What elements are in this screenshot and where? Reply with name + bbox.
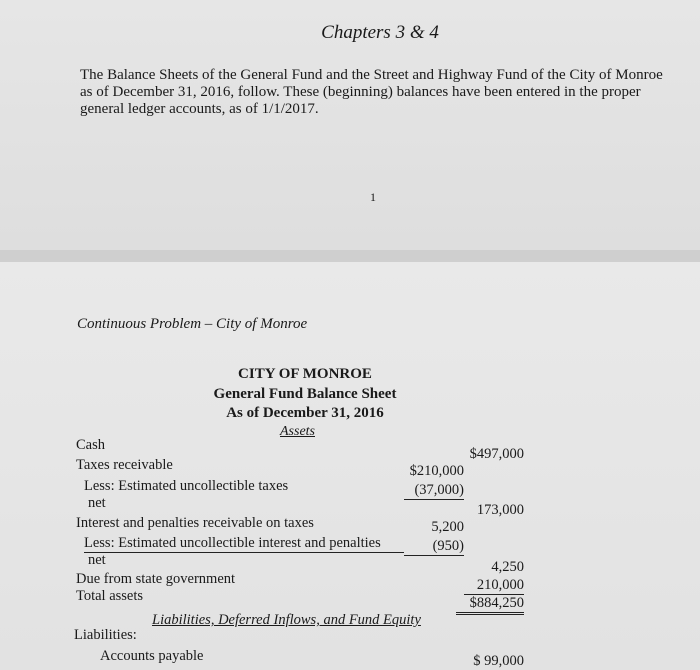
taxes-receivable-amount: $210,000 xyxy=(409,463,464,479)
liabilities-label: Liabilities: xyxy=(74,627,137,643)
total-assets-total: $884,250 xyxy=(456,595,524,615)
cash-label: Cash xyxy=(76,437,105,453)
uncollectible-interest-amount: (950) xyxy=(404,538,464,556)
intro-paragraph: The Balance Sheets of the General Fund and the Street and Highway Fund of the City of Monroe as of December 31, 2016, follow. These (beginning) balances have been entered in the proper general ledger accounts, as of 1/1/2017. xyxy=(80,67,663,117)
due-from-state-label: Due from state government xyxy=(76,571,236,587)
chapter-title: Chapters 3 & 4 xyxy=(321,22,439,43)
entity-name: CITY OF MONROE xyxy=(238,366,372,382)
interest-receivable-amount: 5,200 xyxy=(431,519,464,535)
cash-total: $497,000 xyxy=(469,446,524,462)
accounts-payable-label: Accounts payable xyxy=(100,648,204,664)
assets-heading: Assets xyxy=(280,424,315,439)
due-from-state-total: 210,000 xyxy=(464,577,524,595)
statement-date: As of December 31, 2016 xyxy=(226,405,384,421)
interest-net-total: 4,250 xyxy=(491,559,524,575)
uncollectible-interest-label: Less: Estimated uncollectible interest and penalties xyxy=(84,535,404,553)
interest-receivable-label: Interest and penalties receivable on taxes xyxy=(76,515,314,531)
continuous-problem-label: Continuous Problem – City of Monroe xyxy=(77,316,308,332)
page-number: 1 xyxy=(370,190,376,204)
liabilities-heading: Liabilities, Deferred Inflows, and Fund Equity xyxy=(152,612,421,628)
taxes-net-label: net xyxy=(88,495,106,511)
taxes-receivable-label: Taxes receivable xyxy=(76,457,173,473)
statement-name: General Fund Balance Sheet xyxy=(213,386,397,402)
interest-net-label: net xyxy=(88,552,106,568)
page-separator xyxy=(0,250,700,262)
accounts-payable-total: $ 99,000 xyxy=(473,653,524,669)
uncollectible-taxes-label: Less: Estimated uncollectible taxes xyxy=(84,478,289,494)
uncollectible-taxes-amount: (37,000) xyxy=(404,482,464,500)
total-assets-label: Total assets xyxy=(76,588,144,604)
taxes-net-total: 173,000 xyxy=(476,502,524,518)
